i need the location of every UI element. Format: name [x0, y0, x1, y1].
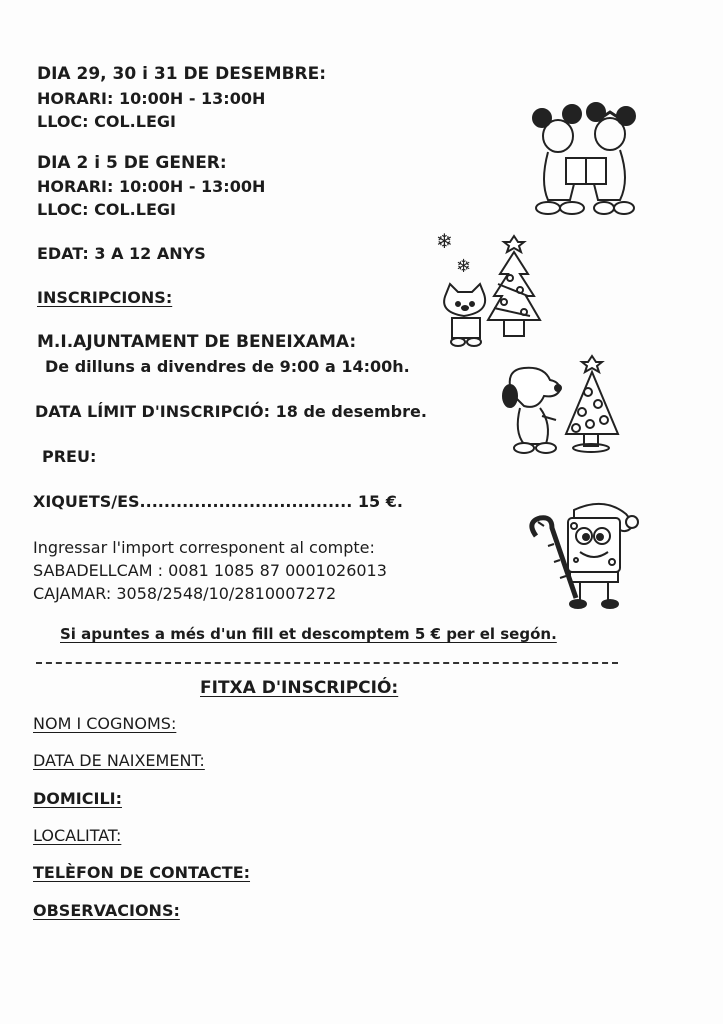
field-address[interactable]: DOMICILI: [33, 789, 122, 808]
session1-hours: HORARI: 10:00H - 13:00H [37, 89, 266, 108]
field-phone[interactable]: TELÈFON DE CONTACTE: [33, 863, 251, 882]
snoopy-christmas-tree-icon [498, 352, 622, 456]
cut-line [36, 662, 618, 664]
registration-schedule: De dilluns a divendres de 9:00 a 14:00h. [45, 357, 410, 376]
age-range: EDAT: 3 A 12 ANYS [37, 244, 206, 263]
price-heading: PREU: [42, 447, 97, 466]
payment-bank2: CAJAMAR: 3058/2548/10/2810007272 [33, 584, 337, 603]
price-line: XIQUETS/ES................................... 15 €. [33, 492, 403, 511]
field-full-name[interactable]: NOM I COGNOMS: [33, 714, 177, 733]
session2-title: DIA 2 i 5 DE GENER: [37, 153, 227, 173]
discount-note: Si apuntes a més d'un fill et descomptem 5 € per el segón. [60, 625, 557, 643]
session2-hours: HORARI: 10:00H - 13:00H [37, 177, 266, 196]
spongebob-candy-cane-icon [524, 500, 640, 612]
mickey-minnie-carol-icon [528, 100, 640, 220]
hello-kitty-christmas-tree-icon [434, 228, 548, 352]
registration-heading: INSCRIPCIONS: [37, 288, 173, 307]
field-birth-date[interactable]: DATA DE NAIXEMENT: [33, 751, 205, 770]
registration-office: M.I.AJUNTAMENT DE BENEIXAMA: [37, 332, 357, 352]
field-observations[interactable]: OBSERVACIONS: [33, 901, 180, 920]
form-title: FITXA D'INSCRIPCIÓ: [200, 678, 399, 698]
payment-bank1: SABADELLCAM : 0081 1085 87 0001026013 [33, 561, 387, 580]
payment-intro: Ingressar l'import corresponent al compte: [33, 538, 375, 557]
session1-title: DIA 29, 30 i 31 DE DESEMBRE: [37, 64, 327, 84]
svg-text:❄: ❄ [436, 229, 453, 253]
session1-place: LLOC: COL.LEGI [37, 112, 176, 131]
session2-place: LLOC: COL.LEGI [37, 200, 176, 219]
field-town[interactable]: LOCALITAT: [33, 826, 122, 845]
registration-deadline: DATA LÍMIT D'INSCRIPCIÓ: 18 de desembre. [35, 402, 427, 421]
svg-text:❄: ❄ [456, 256, 472, 277]
